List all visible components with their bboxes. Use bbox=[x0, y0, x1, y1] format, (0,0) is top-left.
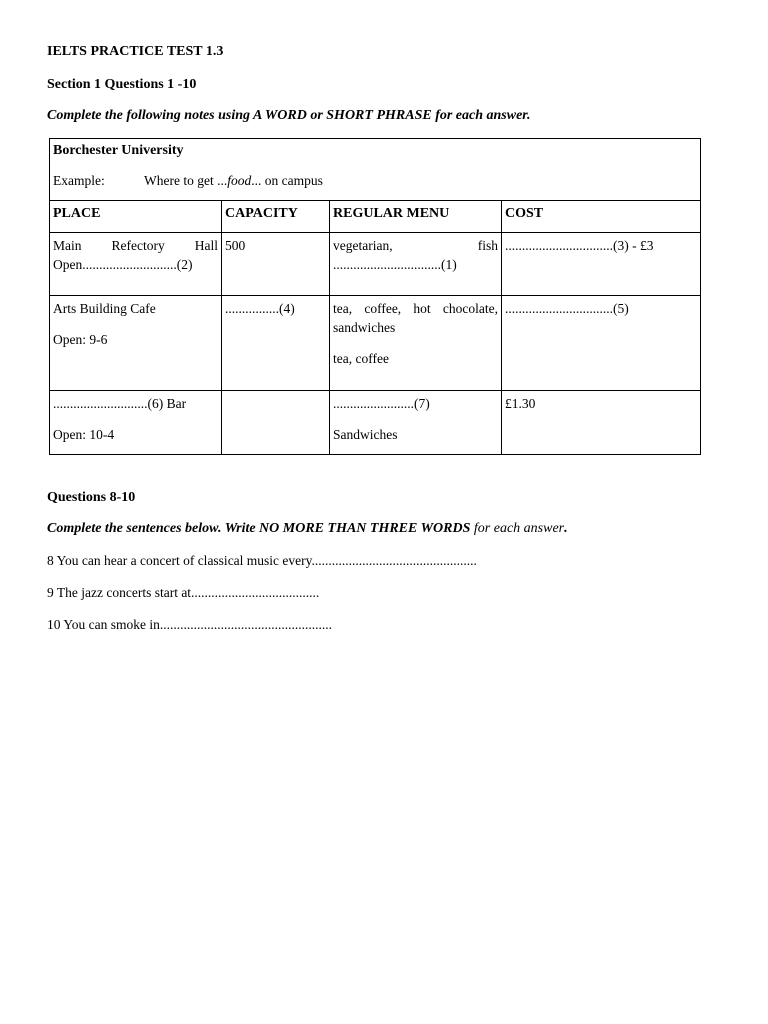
menu-cell bbox=[330, 233, 502, 296]
column-header-cost: COST bbox=[502, 201, 701, 233]
capacity-cell: 500 bbox=[222, 233, 330, 296]
example-pre: Where to get ... bbox=[144, 173, 228, 188]
example-label: Example: bbox=[53, 173, 105, 188]
menu-item: ........................(7) bbox=[333, 396, 430, 411]
questions-heading: Questions 8-10 bbox=[47, 490, 136, 505]
menu-cell bbox=[330, 391, 502, 455]
instructions: Complete the following notes using A WORD or SHORT PHRASE for each answer. bbox=[47, 108, 531, 123]
place-cell bbox=[50, 296, 222, 391]
university-name: Borchester University bbox=[53, 143, 184, 158]
test-title: IELTS PRACTICE TEST 1.3 bbox=[47, 44, 224, 59]
column-header-menu: REGULAR MENU bbox=[330, 201, 502, 233]
menu-item: Sandwiches bbox=[333, 427, 398, 442]
university-cell bbox=[50, 139, 701, 201]
place-open: Open: 9-6 bbox=[53, 332, 108, 347]
column-header-place: PLACE bbox=[50, 201, 222, 233]
notes-table bbox=[49, 138, 701, 455]
example-row bbox=[53, 171, 697, 190]
cost-cell: £1.30 bbox=[502, 391, 701, 455]
example-word: food bbox=[227, 173, 252, 188]
table-row bbox=[50, 233, 701, 296]
place-cell bbox=[50, 233, 222, 296]
place-name: ............................(6) Bar bbox=[53, 396, 187, 411]
place-name: Arts Building Cafe bbox=[53, 301, 156, 316]
place-cell bbox=[50, 391, 222, 455]
menu-item: ................................(1) bbox=[333, 257, 457, 272]
place-open: Open............................(2) bbox=[53, 257, 193, 272]
question-8: 8 You can hear a concert of classical music every................................................. bbox=[47, 553, 477, 568]
cost-cell: ................................(5) bbox=[502, 296, 701, 391]
instr-emphasis: Complete the sentences below. Write NO MORE THAN THREE WORDS bbox=[47, 521, 471, 536]
table-row bbox=[50, 296, 701, 391]
table-header-row bbox=[50, 201, 701, 233]
capacity-cell bbox=[222, 391, 330, 455]
section-title: Section 1 Questions 1 -10 bbox=[47, 77, 197, 92]
cost-cell: ................................(3) - £3 bbox=[502, 233, 701, 296]
questions-instructions bbox=[47, 521, 568, 537]
question-9: 9 The jazz concerts start at...................................... bbox=[47, 585, 320, 600]
menu-item: vegetarian, fish bbox=[333, 238, 498, 253]
instr-end: . bbox=[564, 521, 568, 536]
menu-item: tea, coffee, hot chocolate, bbox=[333, 301, 498, 316]
place-open: Open: 10-4 bbox=[53, 427, 115, 442]
capacity-cell: ................(4) bbox=[222, 296, 330, 391]
menu-item: tea, coffee bbox=[333, 351, 389, 366]
column-header-capacity: CAPACITY bbox=[222, 201, 330, 233]
table-row bbox=[50, 391, 701, 455]
instr-rest: for each answer bbox=[470, 521, 565, 536]
example-post: ... on campus bbox=[251, 173, 323, 188]
menu-item: sandwiches bbox=[333, 320, 396, 335]
place-name: Main Refectory Hall bbox=[53, 238, 218, 253]
menu-cell bbox=[330, 296, 502, 391]
question-10: 10 You can smoke in................................................... bbox=[47, 617, 333, 632]
